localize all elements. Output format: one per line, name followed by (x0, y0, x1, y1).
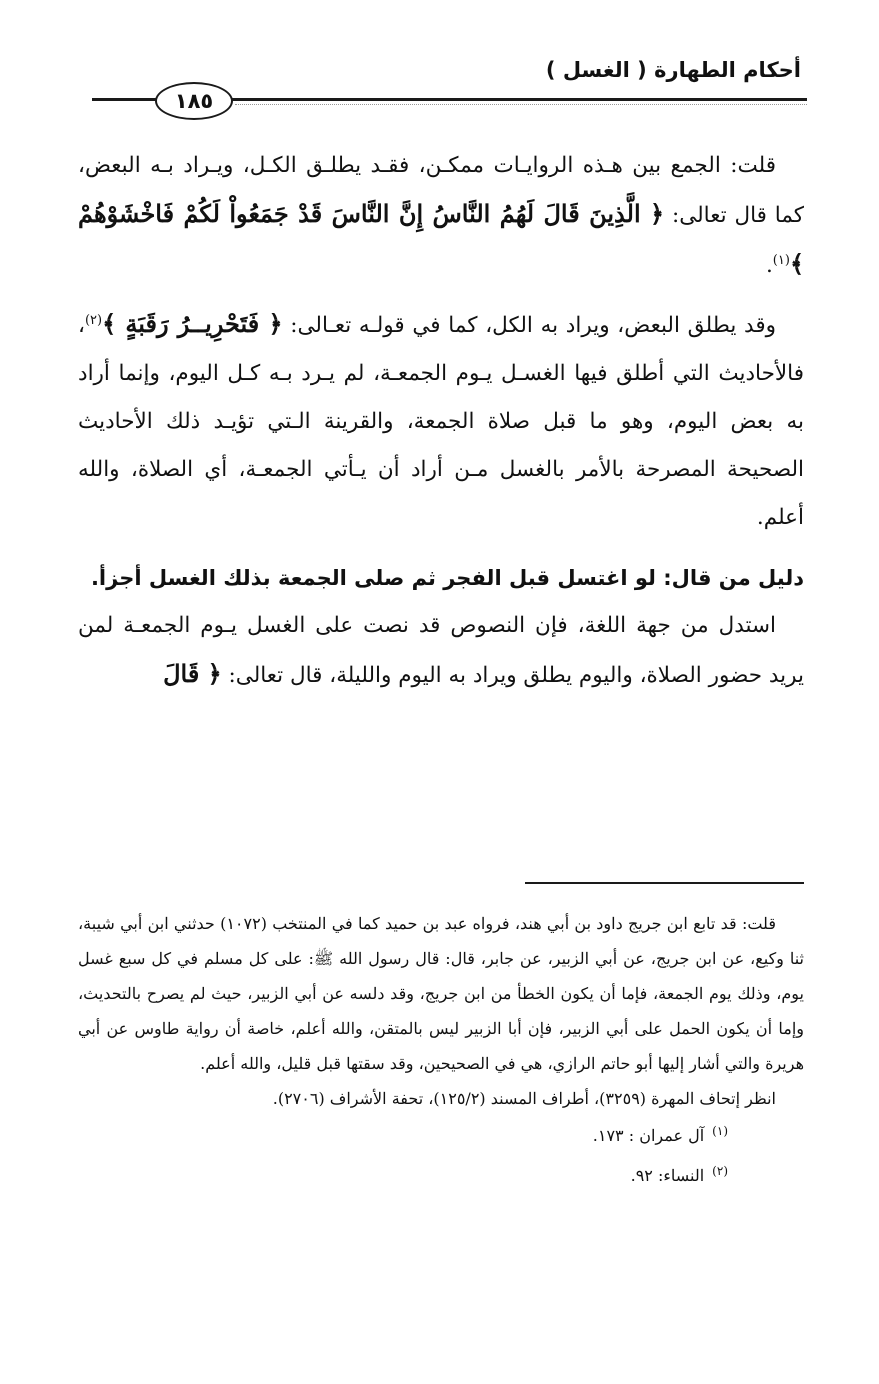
footnote-ref-1: (١) (772, 252, 790, 268)
footnote-1 (78, 1116, 804, 1156)
running-title: أحكام الطهارة ( الغسل ) (545, 58, 801, 82)
paragraph-1 (78, 142, 804, 290)
paragraph-1-text: قلت: الجمع بين هـذه الروايـات ممكـن، فقـد يطلـق الكـل، ويـراد بـه البعض، كما قال تعالى: (78, 153, 804, 228)
footnote-separator (525, 882, 804, 884)
paragraph-2 (78, 300, 804, 542)
footnote-continuation: قلت: قد تابع ابن جريج داود بن أبي هند، فرواه عبد بن حميد كما في المنتخب (١٠٧٢) حدثني ابن أبي شيبة، ثنا وكيع، عن ابن جريج، عن أبي الزبير، عن جابر، قال: قال رسول الله ﷺ: على كل مسلم في كل سبع غسل يوم، وذلك يوم الجمعة، فإما أن يكون الخطأ من ابن جريج، وقد دلسه عن أبي الزبير، حيث لم يصرح بالتحديث، وإما أن يكون الحمل على أبي الزبير، فإن أبا الزبير ليس بالمتقن، والله أعلم، خاصة أن رواية طاوس عن أبي هريرة والتي أشار إليها أبو حاتم الرازي، هي في الصحيحين، وقد سقتها قبل قليل، والله أعلم. (78, 914, 805, 1073)
quran-verse-2: ﴿ فَتَحْرِيــرُ رَقَبَةٍ ﴾ (102, 309, 283, 338)
section-heading: دليل من قال: لو اغتسل قبل الفجر ثم صلى الجمعة بذلك الغسل أجزأ. (90, 566, 804, 590)
footnote-references: انظر إتحاف المهرة (٣٢٥٩)، أطراف المسند (١٢٥/٢)، تحفة الأشراف (٢٧٠٦). (272, 1089, 776, 1108)
main-text (78, 142, 804, 700)
footnotes (78, 906, 804, 1196)
header-ornament-line (235, 104, 807, 105)
paragraph-1-end: . (765, 253, 773, 278)
footnote-2-text: النساء: ٩٢. (630, 1166, 705, 1185)
quran-verse-3: ﴿ قَالَ (163, 659, 222, 688)
quran-verse-1: ﴿ الَّذِينَ قَالَ لَهُمُ النَّاسُ إِنَّ النَّاسَ قَدْ جَمَعُواْ لَكُمْ فَاخْشَوْهُمْ ﴾ (78, 199, 804, 278)
paragraph-gap (78, 290, 804, 300)
page-number: ١٨٥ (155, 82, 233, 120)
paragraph-2-text-b: ، فالأحاديث التي أطلق فيها الغسـل يـوم الجمعـة، لم يـرد بـه كـل اليوم، وإنما أراد به بعض اليوم، وهو ما قبل صلاة الجمعة، والقرينة الـتي تؤيـد ذلك الأحاديث الصحيحة المصرحة بالأمر بالغسل مـن أراد أن يـأتي الجمعـة، أي الصلاة، والله أعلم. (78, 313, 804, 530)
footnote-1-number: (١) (712, 1123, 728, 1138)
paragraph-3 (78, 602, 804, 700)
footnote-2 (78, 1156, 804, 1196)
footnote-2-number: (٢) (712, 1163, 728, 1178)
footnote-1-text: آل عمران : ١٧٣. (592, 1126, 705, 1145)
paragraph-2-text-a: وقد يطلق البعض، ويراد به الكل، كما في قولـه تعـالى: (282, 313, 777, 338)
paragraph-3-text: استدل من جهة اللغة، فإن النصوص قد نصت على الغسل يـوم الجمعـة لمن يريد حضور الصلاة، واليوم يطلق ويراد به اليوم والليلة، قال تعالى: (78, 613, 804, 688)
footnote-ref-2: (٢) (84, 312, 103, 328)
